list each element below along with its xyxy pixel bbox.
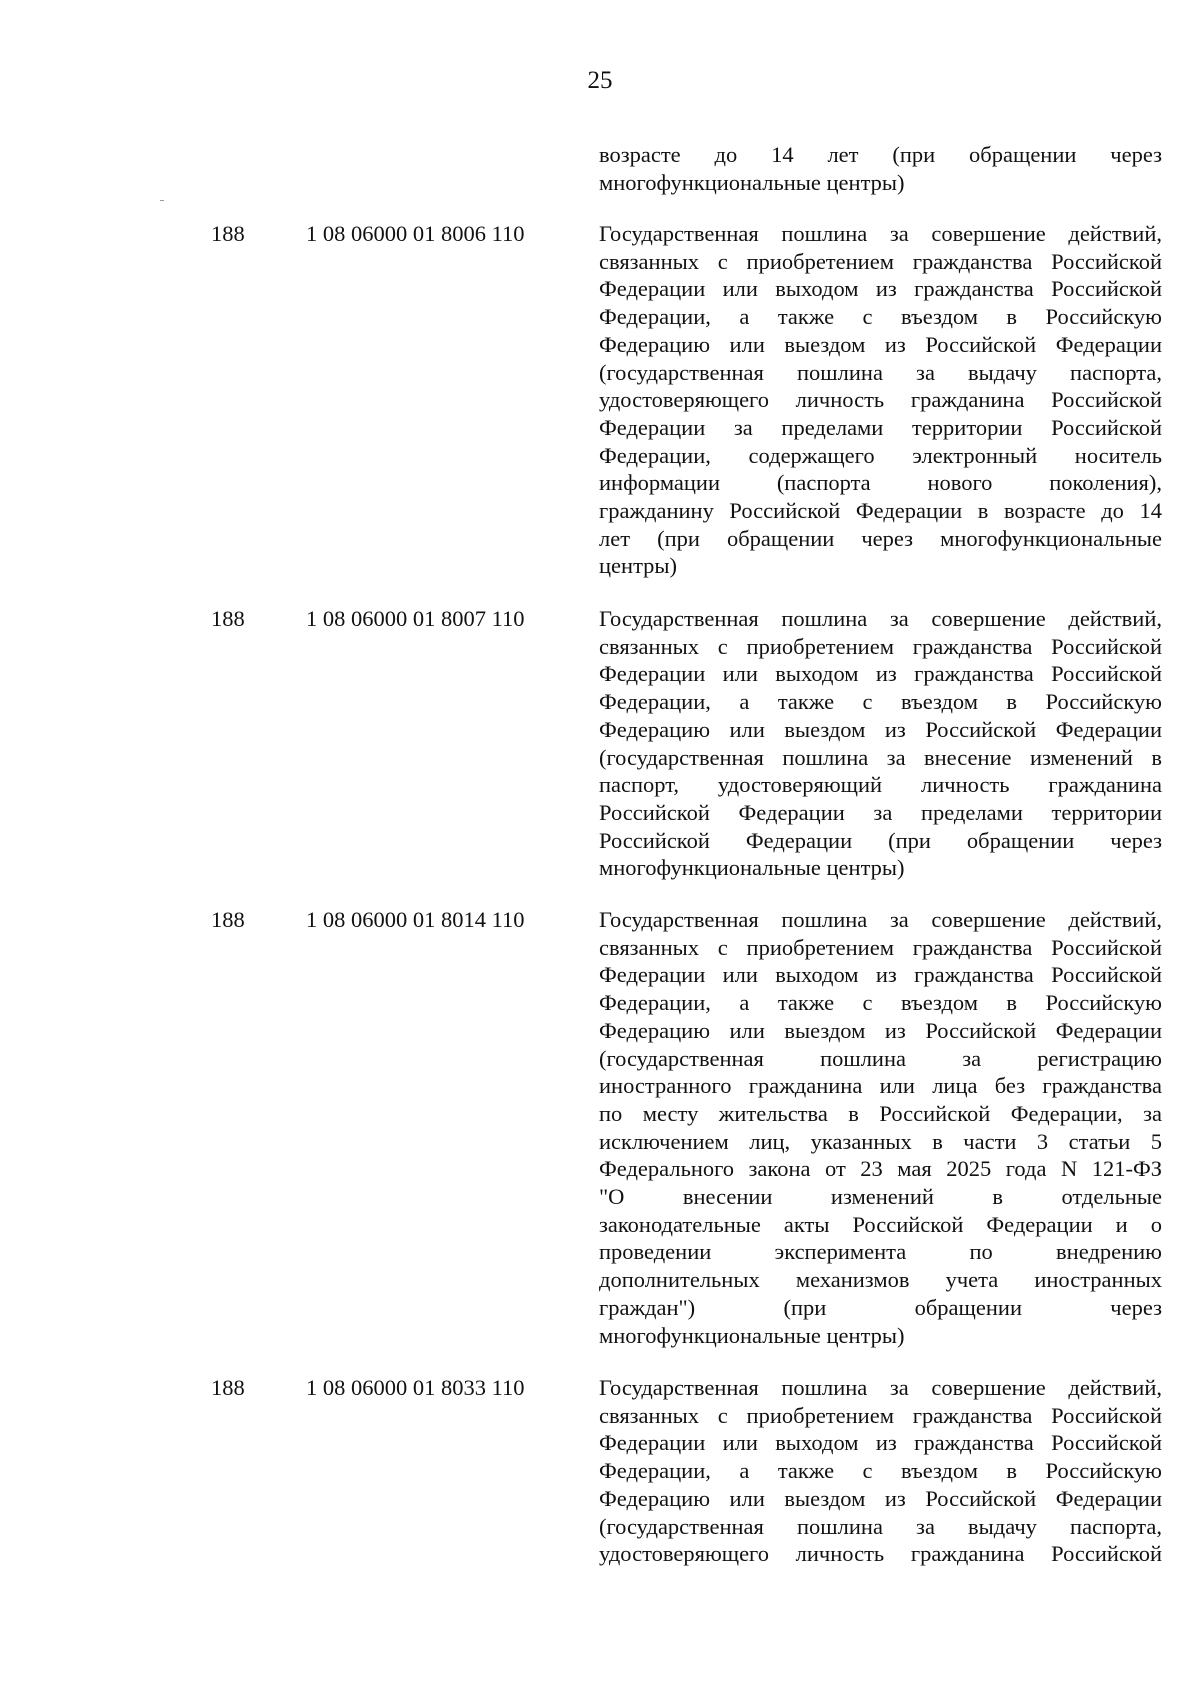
- row-description: [599, 906, 1162, 1349]
- description-line: (государственная пошлина за внесение изменений в: [599, 744, 1162, 770]
- description-line: лет (при обращении через многофункциональные: [599, 525, 1162, 551]
- continuation-description: [599, 141, 1162, 196]
- description-line: Федерации, а также с въездом в Российскую: [599, 1458, 1162, 1484]
- description-line: удостоверяющего личность гражданина Российской: [599, 1541, 1162, 1567]
- admin-code: 188: [211, 221, 245, 246]
- description-line: связанных с приобретением гражданства Российской: [599, 934, 1162, 960]
- kbk-code: 1 08 06000 01 8033 110: [306, 1375, 525, 1400]
- description-line: исключением лиц, указанных в части 3 статьи 5: [599, 1128, 1162, 1154]
- description-line: информации (паспорта нового поколения),: [599, 470, 1162, 496]
- description-line: проведении эксперимента по внедрению: [599, 1239, 1162, 1265]
- admin-code: 188: [211, 907, 245, 932]
- row-description: [599, 605, 1162, 882]
- description-line: Федерации или выходом из гражданства Российской: [599, 962, 1162, 988]
- description-line: связанных с приобретением гражданства Российской: [599, 1402, 1162, 1428]
- admin-code: 188: [211, 1375, 245, 1400]
- description-line: гражданину Российской Федерации в возрасте до 14: [599, 498, 1162, 524]
- description-line: Федерального закона от 23 мая 2025 года N 121-ФЗ: [599, 1156, 1162, 1182]
- page-number: 25: [587, 67, 613, 94]
- description-line: Российской Федерации за пределами территории: [599, 799, 1162, 825]
- description-line: Государственная пошлина за совершение действий,: [599, 907, 1162, 932]
- description-line: граждан") (при обращении через: [599, 1294, 1162, 1320]
- description-line: паспорт, удостоверяющий личность гражданина: [599, 772, 1162, 798]
- description-line: иностранного гражданина или лица без гражданства: [599, 1073, 1162, 1099]
- row-description: [599, 1374, 1162, 1568]
- description-line: Федерации или выходом из гражданства Российской: [599, 1430, 1162, 1456]
- description-line: возрасте до 14 лет (при обращении через: [599, 142, 1162, 167]
- description-line: Российской Федерации (при обращении через: [599, 827, 1162, 853]
- description-line: дополнительных механизмов учета иностранных: [599, 1267, 1162, 1293]
- description-line: Государственная пошлина за совершение действий,: [599, 606, 1162, 631]
- description-line: связанных с приобретением гражданства Российской: [599, 633, 1162, 659]
- description-line: Государственная пошлина за совершение действий,: [599, 221, 1162, 246]
- row-description: [599, 220, 1162, 580]
- description-line: Федерации или выходом из гражданства Российской: [599, 661, 1162, 687]
- description-line: Федерацию или выездом из Российской Федерации: [599, 1485, 1162, 1511]
- description-line: Федерации, а также с въездом в Российскую: [599, 304, 1162, 330]
- scan-artifact: [160, 200, 164, 201]
- description-line: Федерации или выходом из гражданства Российской: [599, 276, 1162, 302]
- kbk-code: 1 08 06000 01 8007 110: [306, 606, 525, 631]
- description-line: законодательные акты Российской Федерации и о: [599, 1211, 1162, 1237]
- admin-code: 188: [211, 606, 245, 631]
- description-line: Федерацию или выездом из Российской Федерации: [599, 331, 1162, 357]
- description-line: "О внесении изменений в отдельные: [599, 1184, 1162, 1210]
- description-line: связанных с приобретением гражданства Российской: [599, 248, 1162, 274]
- description-line: по месту жительства в Российской Федерации, за: [599, 1100, 1162, 1126]
- description-line: Федерации за пределами территории Российской: [599, 414, 1162, 440]
- description-line: Федерации, а также с въездом в Российскую: [599, 689, 1162, 715]
- description-line: многофункциональные центры): [599, 855, 905, 881]
- description-line: Федерации, а также с въездом в Российскую: [599, 990, 1162, 1016]
- kbk-code: 1 08 06000 01 8014 110: [306, 907, 525, 932]
- description-line: Федерации, содержащего электронный носитель: [599, 442, 1162, 468]
- description-line: многофункциональные центры): [599, 1322, 905, 1348]
- description-line: Государственная пошлина за совершение действий,: [599, 1375, 1162, 1400]
- description-line: Федерацию или выездом из Российской Федерации: [599, 716, 1162, 742]
- description-line: (государственная пошлина за регистрацию: [599, 1045, 1162, 1071]
- description-line: центры): [599, 553, 678, 579]
- description-line: (государственная пошлина за выдачу паспорта,: [599, 1513, 1162, 1539]
- kbk-code: 1 08 06000 01 8006 110: [306, 221, 525, 246]
- description-line: удостоверяющего личность гражданина Российской: [599, 387, 1162, 413]
- description-line: (государственная пошлина за выдачу паспорта,: [599, 359, 1162, 385]
- description-line: многофункциональные центры): [599, 169, 905, 195]
- description-line: Федерацию или выездом из Российской Федерации: [599, 1017, 1162, 1043]
